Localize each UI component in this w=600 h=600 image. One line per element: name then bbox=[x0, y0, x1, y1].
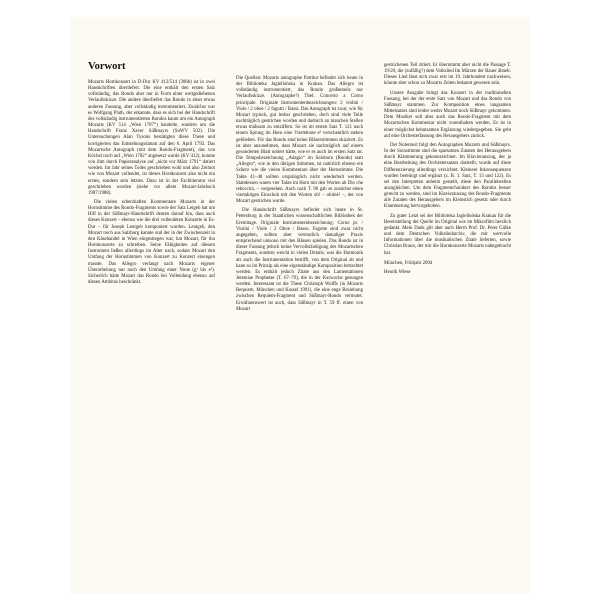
text-column-2 bbox=[236, 76, 363, 316]
paragraph: Die Quellen: Mozarts autographe Partitur befindet sich heute in der Biblioteka Jagiellońska in Krakau. Das Allegro ist vollständig instrumentiert, das Rondo großenteils nur Verlaufsskizze. (Autographe?) Titel: Concerto a Corno principale. Originale Instrumentenbezeichnungen: 2 violini / Viole / 2 oboe / 2 fagotti / Bassi. Das Autograph ist zwar, wie für Mozart typisch, gut lesbar geschrieben, doch sind viele Teile nachträglich gestrichen worden und dadurch an manchen Stellen etwas mühsam zu entziffern. So ist im ersten Satz T. 121 nach einem Sprung im Horn eine Viertelnote e² verschentlich stehen geblieben. Für das Rondo sind keine Bläserstimmen skizziert. Es ist aber anzunehmen, dass Mozart sie nachträglich auf einem gesonderten Blatt notiert hätte, wie er es auch im ersten Satz tat. Die Tempobezeichnung „Adagio“ im Soloborn (Rondo) statt „Allegro“, wie in den übrigen Stimmen, ist natürlich ebenso ein Scherz wie die vielen Kommentare über der Hornstimme. Die Takte 41–48 sollten ursprünglich nicht wiederholt werden. Stattdessen waren vier Takte im Horn mit den Worten ah Dio che reboccità, – vorgesehen. Auch nach T. 96 gab es zunächst einen viertaktigen Einschub mit den Worten oh! – ohimè! –, der von Mozart gestrichen wurde. bbox=[236, 76, 363, 205]
signature-place-date: München, Frühjahr 2004 bbox=[384, 260, 433, 266]
text-column-3 bbox=[384, 63, 511, 279]
signature-author: Henrik Wiese bbox=[384, 269, 411, 275]
paragraph: Die Handschrift Süßmayrs befindet sich heute in St. Petersburg in der Staatlichen wissenschaftlichen Bibliothek der Eremitage. Originale Instrumentenbezeichnung: Corno pr. / Violini / Viole / 2 Oboe / Basso. Fagotte sind zwar nicht angegeben, sollten aber vermutlich damaliger Praxis entsprechend unisono mit den Bässen spielen. Das Rondo ist in dieser Fassung jedoch keine Vervollständigung des Mozartschen Fragments, sondern weicht in vielen Details, was die Harmonik als auch die Instrumentation betrifft, von dem Original ab und kann so im Prinzip als eine eigenständige Komposition betrachtet werden. Es enthält jedoch Zitate aus den Lamentationen Jeremiae Prophetae (T. 67–79), die in der Karwoche gesungen werden. Interessant ist die These Christoph Wolffs (in Mozarts Requiem, München und Kassel 1991), die eine enge Beziehung zwischen Requiem-Fragment und Süßmayr-Rondo vermutet. Erwähnenswert ist auch, dass Süßmayr in T. 59 ff. einen von Mozart bbox=[236, 208, 363, 312]
paragraph: Der Notentext folgt den Autographen Mozarts und Süßmayrs. In der Solostimme sind die sparsamen Zutaten des Herausgebers durch Klammerung gekennzeichnet. Im Klavierauszug, der ja eine Bearbeitung des Orchestersatzes darstellt, wurde auf diese Differenzierung allerdings verzichtet. Kleinere Inkonsequenzen wurden bereinigt und ergänzt (z. B. 1. Satz, T. 13 und 122). Es sei den Interpreten anheim gestellt, diese den Parallelstellen anzugleichen. Um dem Fragmentcharakter des Rondos besser gerecht zu werden, sind im Klavierauszug des Rondo-Fragments alle Zutaten des Herausgebers im Kleinstich gesetzt oder durch Klammerung hervorgehoben. bbox=[384, 142, 511, 210]
paragraph: Die vielen scherzhaften Kommentare Mozarts in der Hornstimme des Rondo-Fragments sowie der Satz Leigeb hat um Hilf in der Süßmayr-Handschrift deuten darauf hin, dass auch dieses Konzert – ebenso wie die drei vollendeten Konzerte in Es-Dur – für Joseph Leutgeb komponiert wurden. Leutgeb, den Mozart noch aus Salzburg kannte und der in der Zwischenzeit in den Käsehandel in Wien eingestiegen war, hat Mozart, für ihn Hornkonzerte zu schreiben. Seine Fähigkeiten auf diesem Instrument ließen allerdings im Alter nach, sodass Mozart den Umfang der Hornstimmen von Konzert zu Konzert einengen musste. Das Allegro verlangt nach Mozarts eigener Überarbeitung nur noch den Umfang einer None (g¹ bis e²). Sicherlich hätte Mozart das Rondo bei Vollendung ebenso auf diesen Ambitus beschränkt. bbox=[88, 199, 215, 285]
paragraph: Mozarts Hornkonzert in D-Dur KV 412/514 (386b) ist in zwei Handschriften überliefert. Die eine enthält den ersten Satz vollständig, das Rondo aber nur in Form einer weitgediehenen Verlaufsskizze. Die andere überliefert das Rondo in einer etwas anderen Fassung, aber vollständig instrumentiert. Zunächst war es Wolfgang Plath, der erkannte, dass es sich bei der Handschrift des vollständig instrumentierten Rondos kaum um ein Autograph Mozarts (KV 514 „Wien 1787“) handelte, sondern um die Handschrift Franz Xaver Süßmayrs (SuWV 502). Die Untersuchungen Alan Tysons bestätigten diese These und korrigierten das Entstehungsdatum auf den 6. April 1792. Das Mozartsche Autograph (mit dem Rondo-Fragment), das von Köchel noch auf „Wien 1782“ angesetzt wurde (KV 412), konnte von ihm durch Papieranalyse auf „nicht vor März 1791“ datiert werden. Im Jahr seines Todes geschrieben wohl und also Zeitnot wie von Mozart vollendet, ist dieses Hornkonzert also nicht ein erstes, sondern sein letztes. Dazu ist in der Fachliteratur viel geschrieben worden (siehe vor allem Mozart-Jahrbuch 1987/1988). bbox=[88, 80, 215, 196]
paragraph: Zu guter Letzt sei der Biblioteka Jagiellońska Krakau für die Bereitstellung der Quelle im Original wie im Mikrofilm herzlich gedankt. Mein Dank gilt aber auch Herrn Prof. Dr. Peter Gülke und dem Deutschen Volksliedarchiv, die mir wertvolle Informationen über die musikalischen Zitate lieferten, sowie Christian Braun, der mir die Hornkonzerte Mozarts nahegebracht hat. bbox=[384, 213, 511, 256]
page-heading: Vorwort bbox=[88, 61, 126, 72]
page bbox=[72, 18, 530, 593]
text-column-1 bbox=[88, 80, 215, 289]
paragraph: Unsere Ausgabe bringt das Konzert in der traditionellen Fassung, bei der der erste Satz von Mozart und das Rondo von Süßmayr stammen. Zur Komposition eines langsamen Mittelsatzes sind leider weder Mozart noch Süßmayr gekommen. Dem Musiker soll aber auch das Rondo-Fragment mit dem Mozartschen Kommentar nicht vorenthalten werden. Es ist in einer möglichst behutsamen Ergänzung wiedergegeben. Sie geht auf eine Orchesterfassung des Herausgebers zurück. bbox=[384, 90, 511, 139]
paragraph: gestrichenen Teil zitiert. Er übernimmt aber nicht die Passage T. 19/20, die (zufällig?) dem Volkslied Im Märzen der Bauer ähnelt. Dieses Lied lässt sich zwar erst im 19. Jahrhundert nachweisen, könnte aber schon zu Mozarts Zeiten bekannt gewesen sein. bbox=[384, 63, 511, 87]
